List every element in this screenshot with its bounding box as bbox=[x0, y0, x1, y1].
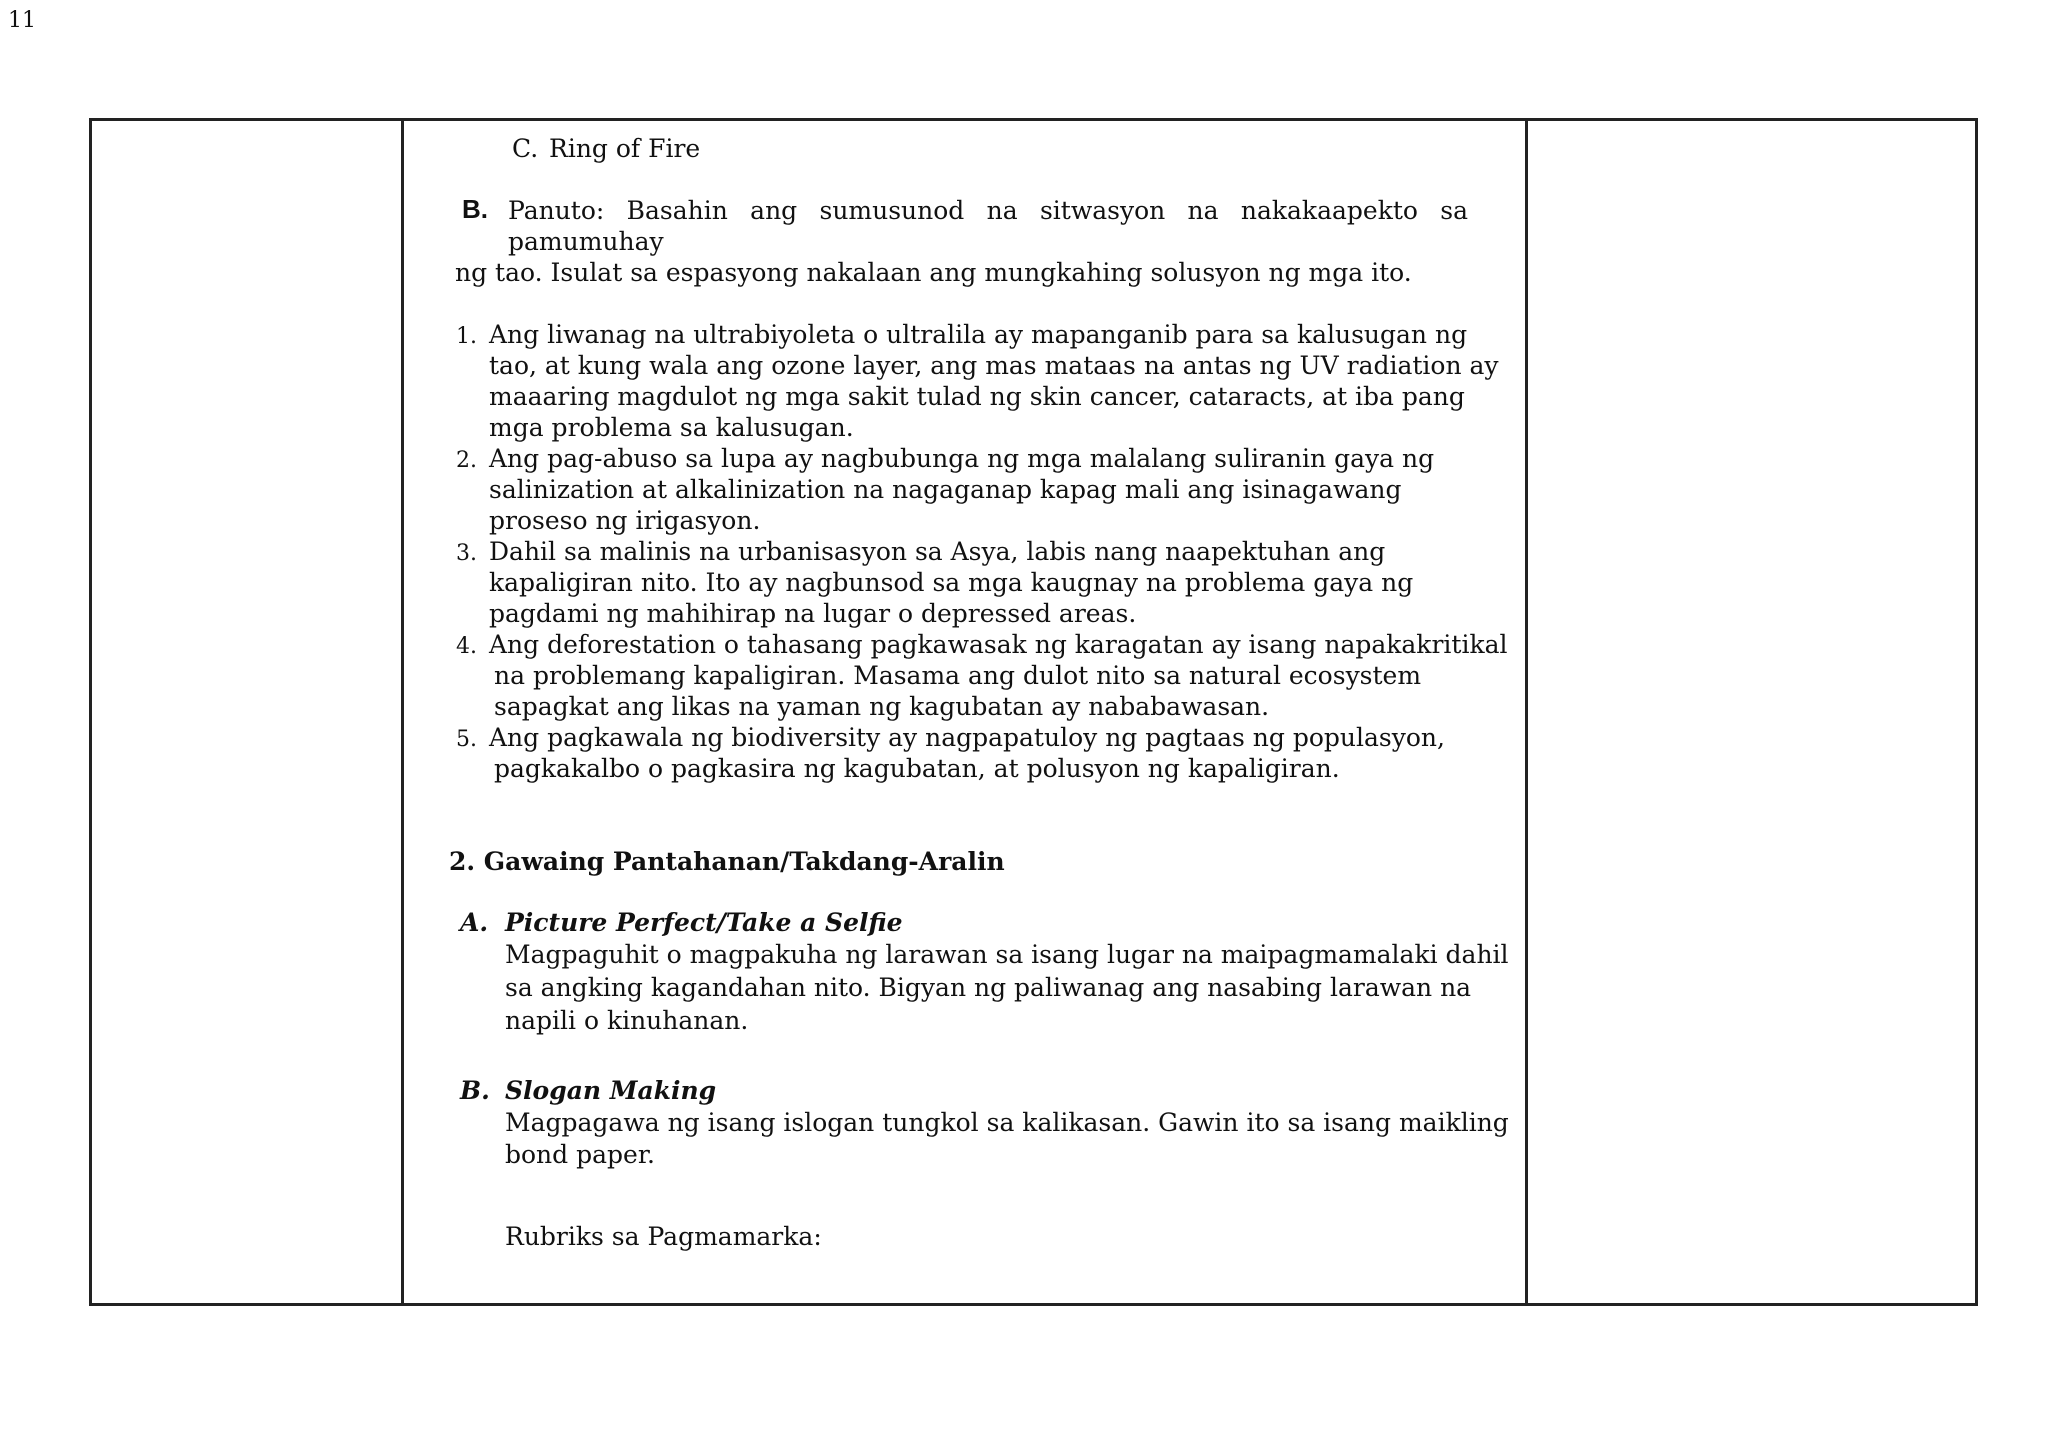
task-b-line2: bond paper. bbox=[505, 1140, 655, 1169]
homework-heading: 2. Gawaing Pantahanan/Takdang-Aralin bbox=[449, 847, 1005, 876]
situation-1-line1: Ang liwanag na ultrabiyoleta o ultralila ay mapanganib para sa kalusugan ng bbox=[489, 320, 1468, 349]
lesson-plan-table bbox=[89, 118, 1978, 1306]
rubric-label: Rubriks sa Pagmamarka: bbox=[505, 1222, 822, 1251]
situation-3-line3: pagdami ng mahihirap na lugar o depressed areas. bbox=[489, 599, 1137, 628]
situation-4-number: 4. bbox=[456, 634, 477, 659]
situation-2-line3: proseso ng irigasyon. bbox=[489, 506, 761, 535]
situation-5-number: 5. bbox=[456, 727, 477, 752]
main-column-content bbox=[404, 121, 1525, 1303]
section-b-letter: B. bbox=[462, 194, 488, 224]
option-c-letter: C. bbox=[512, 134, 539, 163]
page-number: 11 bbox=[8, 8, 36, 33]
task-b-line1: Magpagawa ng isang islogan tungkol sa kalikasan. Gawin ito sa isang maikling bbox=[505, 1108, 1509, 1137]
task-a-line3: napili o kinuhanan. bbox=[505, 1006, 749, 1035]
option-c-text: Ring of Fire bbox=[549, 134, 701, 163]
situation-3-line2: kapaligiran nito. Ito ay nagbunsod sa mga kaugnay na problema gaya ng bbox=[489, 568, 1414, 597]
task-a-line1: Magpaguhit o magpakuha ng larawan sa isang lugar na maipagmamalaki dahil bbox=[505, 940, 1509, 969]
situation-1-number: 1. bbox=[456, 324, 477, 349]
section-b-instruction-line3: ng tao. Isulat sa espasyong nakalaan ang mungkahing solusyon ng mga ito. bbox=[455, 258, 1412, 287]
table-right-column bbox=[1528, 121, 1975, 1303]
situation-1-line3: maaaring magdulot ng mga sakit tulad ng skin cancer, cataracts, at iba pang bbox=[489, 382, 1465, 411]
situation-5-line1: Ang pagkawala ng biodiversity ay nagpapatuloy ng pagtaas ng populasyon, bbox=[489, 723, 1445, 752]
task-a-title: Picture Perfect/Take a Selfie bbox=[505, 908, 903, 937]
situation-5-line2: pagkakalbo o pagkasira ng kagubatan, at polusyon ng kapaligiran. bbox=[494, 754, 1340, 783]
situation-2-line2: salinization at alkalinization na nagaganap kapag mali ang isinagawang bbox=[489, 475, 1402, 504]
situation-3-number: 3. bbox=[456, 541, 477, 566]
table-left-column bbox=[92, 121, 404, 1303]
situation-2-line1: Ang pag-abuso sa lupa ay nagbubunga ng mga malalang suliranin gaya ng bbox=[489, 444, 1435, 473]
table-main-column bbox=[404, 121, 1528, 1303]
situation-4-line1: Ang deforestation o tahasang pagkawasak ng karagatan ay isang napakakritikal bbox=[489, 630, 1508, 659]
task-a-letter: A. bbox=[460, 908, 489, 937]
task-b-letter: B. bbox=[460, 1076, 490, 1105]
task-a-line2: sa angking kagandahan nito. Bigyan ng paliwanag ang nasabing larawan na bbox=[505, 973, 1472, 1002]
situation-4-line3: sapagkat ang likas na yaman ng kagubatan ay nababawasan. bbox=[494, 692, 1270, 721]
section-b-instruction-line1: Panuto: Basahin ang sumusunod na sitwasyon na nakakaapekto sa bbox=[508, 196, 1468, 225]
situation-1-line2: tao, at kung wala ang ozone layer, ang mas mataas na antas ng UV radiation ay bbox=[489, 351, 1499, 380]
situation-4-line2: na problemang kapaligiran. Masama ang dulot nito sa natural ecosystem bbox=[494, 661, 1422, 690]
section-b-instruction-line2: pamumuhay bbox=[508, 227, 664, 256]
task-b-title: Slogan Making bbox=[505, 1076, 717, 1105]
situation-1-line4: mga problema sa kalusugan. bbox=[489, 413, 854, 442]
situation-3-line1: Dahil sa malinis na urbanisasyon sa Asya, labis nang naapektuhan ang bbox=[489, 537, 1386, 566]
situation-2-number: 2. bbox=[456, 448, 477, 473]
